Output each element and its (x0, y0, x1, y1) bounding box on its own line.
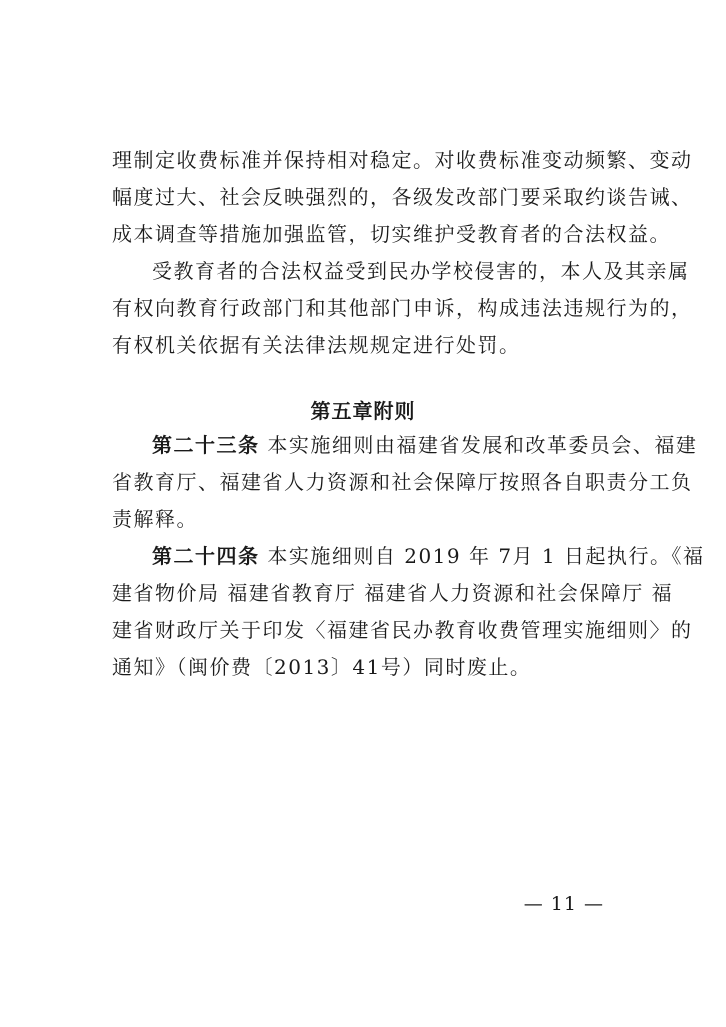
article-line: 责解释。 (112, 507, 198, 531)
paragraph-line: 有权向教育行政部门和其他部门申诉，构成违法违规行为的， (112, 296, 693, 320)
article-line (152, 543, 705, 569)
paragraph-line: 受教育者的合法权益受到民办学校侵害的，本人及其亲属 (152, 259, 690, 283)
article-text: 本实施细则由福建省发展和改革委员会、福建 (267, 433, 698, 457)
article-line (152, 432, 698, 458)
article-line: 通知》（闽价费〔2013〕41号）同时废止。 (112, 655, 532, 679)
article-label: 第二十三条 (152, 433, 260, 457)
chapter-heading: 第五章附则 (310, 399, 416, 423)
article-label: 第二十四条 (152, 544, 260, 568)
page-number: — 11 — (523, 893, 604, 915)
article-line: 建省物价局 福建省教育厅 福建省人力资源和社会保障厅 福 (112, 581, 674, 605)
article-line: 建省财政厅关于印发〈福建省民办教育收费管理实施细则〉的 (112, 618, 693, 642)
paragraph-line: 有权机关依据有关法律法规规定进行处罚。 (112, 333, 521, 357)
paragraph-line: 成本调查等措施加强监管，切实维护受教育者的合法权益。 (112, 222, 671, 246)
article-text: 本实施细则自 2019 年 7月 1 日起执行。《福 (267, 544, 705, 568)
paragraph-line: 理制定收费标准并保持相对稳定。对收费标准变动频繁、变动 (112, 148, 693, 172)
article-line: 省教育厅、福建省人力资源和社会保障厅按照各自职责分工负 (112, 470, 693, 494)
paragraph-line: 幅度过大、社会反映强烈的，各级发改部门要采取约谈告诫、 (112, 185, 693, 209)
